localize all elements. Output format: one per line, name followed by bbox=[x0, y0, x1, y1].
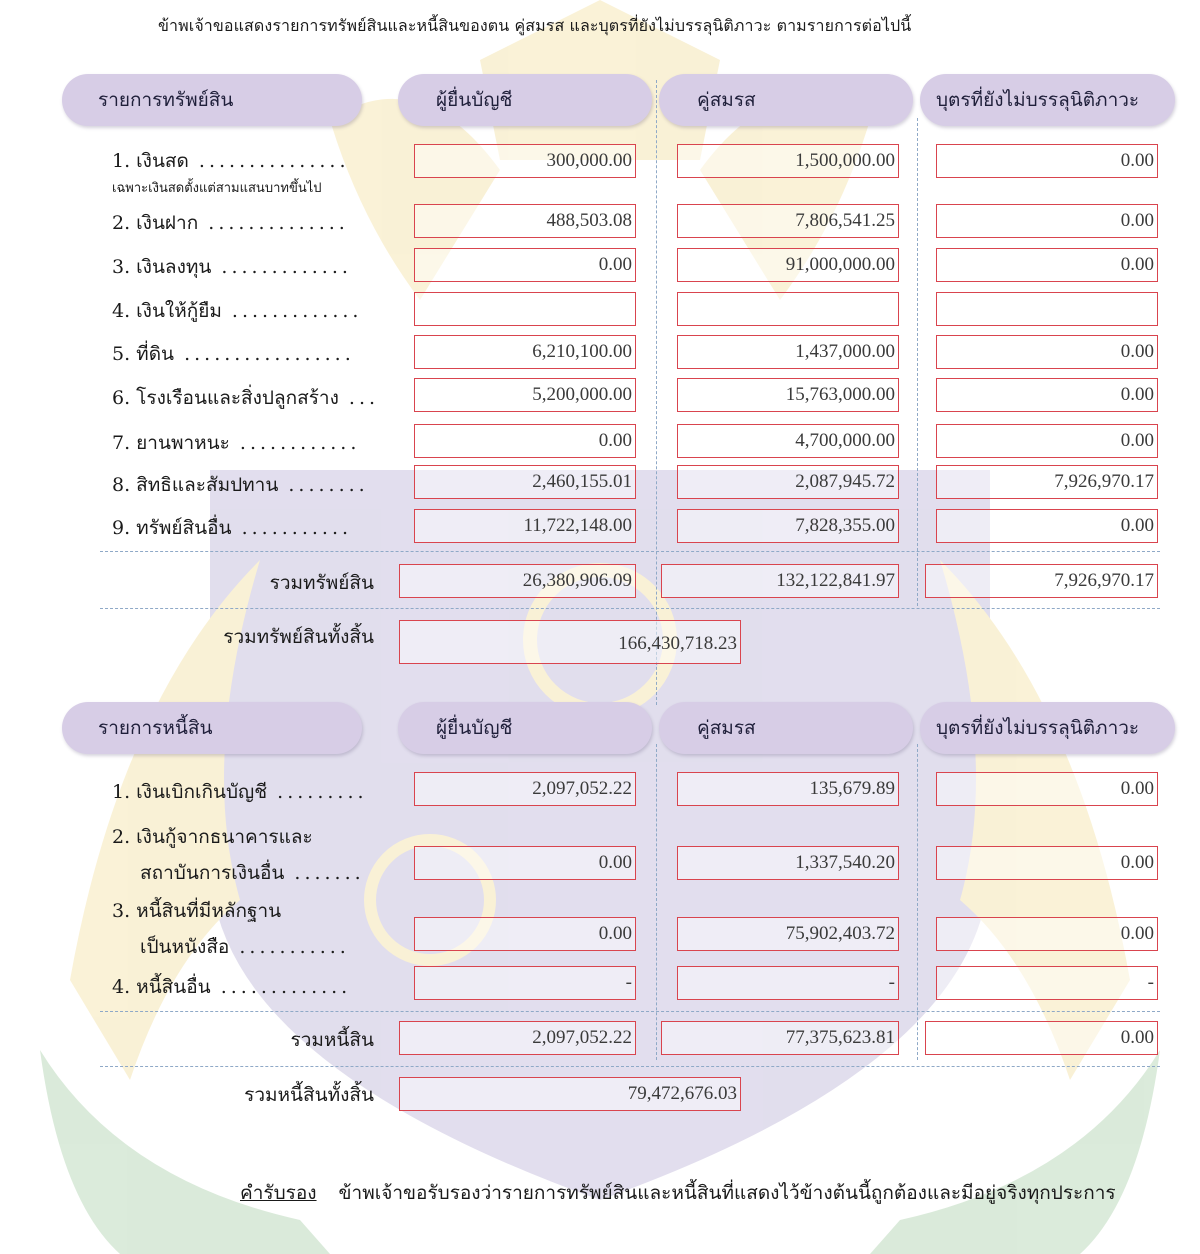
liability-total-separator bbox=[100, 1066, 1160, 1067]
assets-col-filer: ผู้ยื่นบัญชี bbox=[398, 74, 652, 126]
liability-other-spouse: - bbox=[677, 966, 899, 1000]
liability-grand-total: 79,472,676.03 bbox=[399, 1077, 741, 1111]
asset-rights-child: 7,926,970.17 bbox=[936, 465, 1158, 499]
asset-other-filer: 11,722,148.00 bbox=[414, 509, 636, 543]
asset-building-spouse: 15,763,000.00 bbox=[677, 378, 899, 412]
asset-row-label-8: 8. สิทธิและสัมปทาน ........ bbox=[112, 474, 369, 496]
liability-row-label-2b: สถาบันการเงินอื่น ....... bbox=[140, 862, 365, 884]
liability-bankloan-filer: 0.00 bbox=[414, 846, 636, 880]
certification-heading: คำรับรอง bbox=[240, 1182, 317, 1204]
liability-total-label: รวมหนี้สิน bbox=[290, 1029, 374, 1051]
assets-col-spouse: คู่สมรส bbox=[659, 74, 913, 126]
asset-cash-child: 0.00 bbox=[936, 144, 1158, 178]
asset-column-divider bbox=[656, 80, 657, 705]
asset-rights-filer: 2,460,155.01 bbox=[414, 465, 636, 499]
intro-text: ข้าพเจ้าขอแสดงรายการทรัพย์สินและหนี้สินของตน คู่สมรส และบุตรที่ยังไม่บรรลุนิติภาวะ ตามรายการต่อไปนี้ bbox=[158, 16, 912, 35]
asset-row-label-2: 2. เงินฝาก .............. bbox=[112, 212, 349, 234]
asset-loan-filer bbox=[414, 292, 636, 326]
liability-bankloan-spouse: 1,337,540.20 bbox=[677, 846, 899, 880]
asset-grand-total: 166,430,718.23 bbox=[399, 620, 741, 664]
asset-row-label-9: 9. ทรัพย์สินอื่น ........... bbox=[112, 517, 353, 539]
watermark-right-flame bbox=[940, 560, 1130, 1080]
asset-land-spouse: 1,437,000.00 bbox=[677, 335, 899, 369]
liabilities-col-filer: ผู้ยื่นบัญชี bbox=[398, 702, 652, 754]
liabilities-col-child: บุตรที่ยังไม่บรรลุนิติภาวะ bbox=[920, 702, 1175, 754]
assets-col-child: บุตรที่ยังไม่บรรลุนิติภาวะ bbox=[920, 74, 1175, 126]
asset-row-label-1: 1. เงินสด ............... เฉพาะเงินสดตั้งแต่สามแสนบาทขึ้นไป bbox=[112, 150, 350, 196]
asset-total-filer: 26,380,906.09 bbox=[399, 564, 636, 598]
asset-row-sublabel-1: เฉพาะเงินสดตั้งแต่สามแสนบาทขึ้นไป bbox=[112, 181, 322, 196]
asset-total-child: 7,926,970.17 bbox=[925, 564, 1158, 598]
asset-rows-separator bbox=[100, 551, 1160, 552]
asset-loan-spouse bbox=[677, 292, 899, 326]
asset-row-label-3: 3. เงินลงทุน ............. bbox=[112, 256, 352, 278]
asset-total-label: รวมทรัพย์สิน bbox=[269, 572, 374, 594]
asset-cash-spouse: 1,500,000.00 bbox=[677, 144, 899, 178]
liability-column-divider-2 bbox=[917, 744, 918, 1060]
asset-cash-filer: 300,000.00 bbox=[414, 144, 636, 178]
asset-vehicle-child: 0.00 bbox=[936, 424, 1158, 458]
liability-grand-label: รวมหนี้สินทั้งสิ้น bbox=[244, 1084, 374, 1106]
certification bbox=[240, 1178, 1116, 1208]
liability-documented-spouse: 75,902,403.72 bbox=[677, 917, 899, 951]
liability-bankloan-child: 0.00 bbox=[936, 846, 1158, 880]
certification-text: ข้าพเจ้าขอรับรองว่ารายการทรัพย์สินและหนี้สินที่แสดงไว้ข้างต้นนี้ถูกต้องและมีอยู่จริงทุกประการ bbox=[338, 1182, 1116, 1204]
liability-documented-child: 0.00 bbox=[936, 917, 1158, 951]
liability-column-divider bbox=[656, 744, 657, 1060]
liability-overdraft-child: 0.00 bbox=[936, 772, 1158, 806]
asset-other-spouse: 7,828,355.00 bbox=[677, 509, 899, 543]
liability-row-label-3a: 3. หนี้สินที่มีหลักฐาน bbox=[112, 900, 282, 922]
liability-overdraft-spouse: 135,679.89 bbox=[677, 772, 899, 806]
assets-header: รายการทรัพย์สิน bbox=[62, 74, 362, 126]
asset-row-label-7: 7. ยานพาหนะ ............ bbox=[112, 432, 361, 454]
asset-total-separator bbox=[100, 608, 1160, 609]
liability-other-child: - bbox=[936, 966, 1158, 1000]
liability-row-label-1: 1. เงินเบิกเกินบัญชี ......... bbox=[112, 781, 368, 803]
asset-loan-child bbox=[936, 292, 1158, 326]
asset-building-child: 0.00 bbox=[936, 378, 1158, 412]
asset-building-filer: 5,200,000.00 bbox=[414, 378, 636, 412]
asset-grand-label: รวมทรัพย์สินทั้งสิ้น bbox=[223, 626, 374, 648]
asset-row-label-4: 4. เงินให้กู้ยืม ............. bbox=[112, 300, 363, 322]
asset-row-label-5: 5. ที่ดิน ................. bbox=[112, 343, 355, 365]
asset-total-spouse: 132,122,841.97 bbox=[661, 564, 899, 598]
liability-row-label-3b: เป็นหนังสือ ........... bbox=[140, 936, 350, 958]
asset-row-label-6: 6. โรงเรือนและสิ่งปลูกสร้าง ... bbox=[112, 387, 380, 409]
liability-total-filer: 2,097,052.22 bbox=[399, 1021, 636, 1055]
asset-other-child: 0.00 bbox=[936, 509, 1158, 543]
asset-investment-spouse: 91,000,000.00 bbox=[677, 248, 899, 282]
asset-deposit-filer: 488,503.08 bbox=[414, 204, 636, 238]
asset-vehicle-filer: 0.00 bbox=[414, 424, 636, 458]
liability-documented-filer: 0.00 bbox=[414, 917, 636, 951]
liability-total-spouse: 77,375,623.81 bbox=[661, 1021, 899, 1055]
liability-total-child: 0.00 bbox=[925, 1021, 1158, 1055]
liability-row-label-2a: 2. เงินกู้จากธนาคารและ bbox=[112, 826, 313, 848]
liability-row-label-4: 4. หนี้สินอื่น ............. bbox=[112, 976, 352, 998]
asset-deposit-spouse: 7,806,541.25 bbox=[677, 204, 899, 238]
asset-investment-child: 0.00 bbox=[936, 248, 1158, 282]
asset-vehicle-spouse: 4,700,000.00 bbox=[677, 424, 899, 458]
asset-column-divider-2 bbox=[917, 118, 918, 606]
asset-land-filer: 6,210,100.00 bbox=[414, 335, 636, 369]
liability-other-filer: - bbox=[414, 966, 636, 1000]
liabilities-col-spouse: คู่สมรส bbox=[659, 702, 913, 754]
liabilities-header: รายการหนี้สิน bbox=[62, 702, 362, 754]
liability-overdraft-filer: 2,097,052.22 bbox=[414, 772, 636, 806]
asset-investment-filer: 0.00 bbox=[414, 248, 636, 282]
watermark-right-ribbon bbox=[870, 1050, 1160, 1254]
asset-land-child: 0.00 bbox=[936, 335, 1158, 369]
asset-rights-spouse: 2,087,945.72 bbox=[677, 465, 899, 499]
asset-deposit-child: 0.00 bbox=[936, 204, 1158, 238]
liability-rows-separator bbox=[100, 1011, 1160, 1012]
